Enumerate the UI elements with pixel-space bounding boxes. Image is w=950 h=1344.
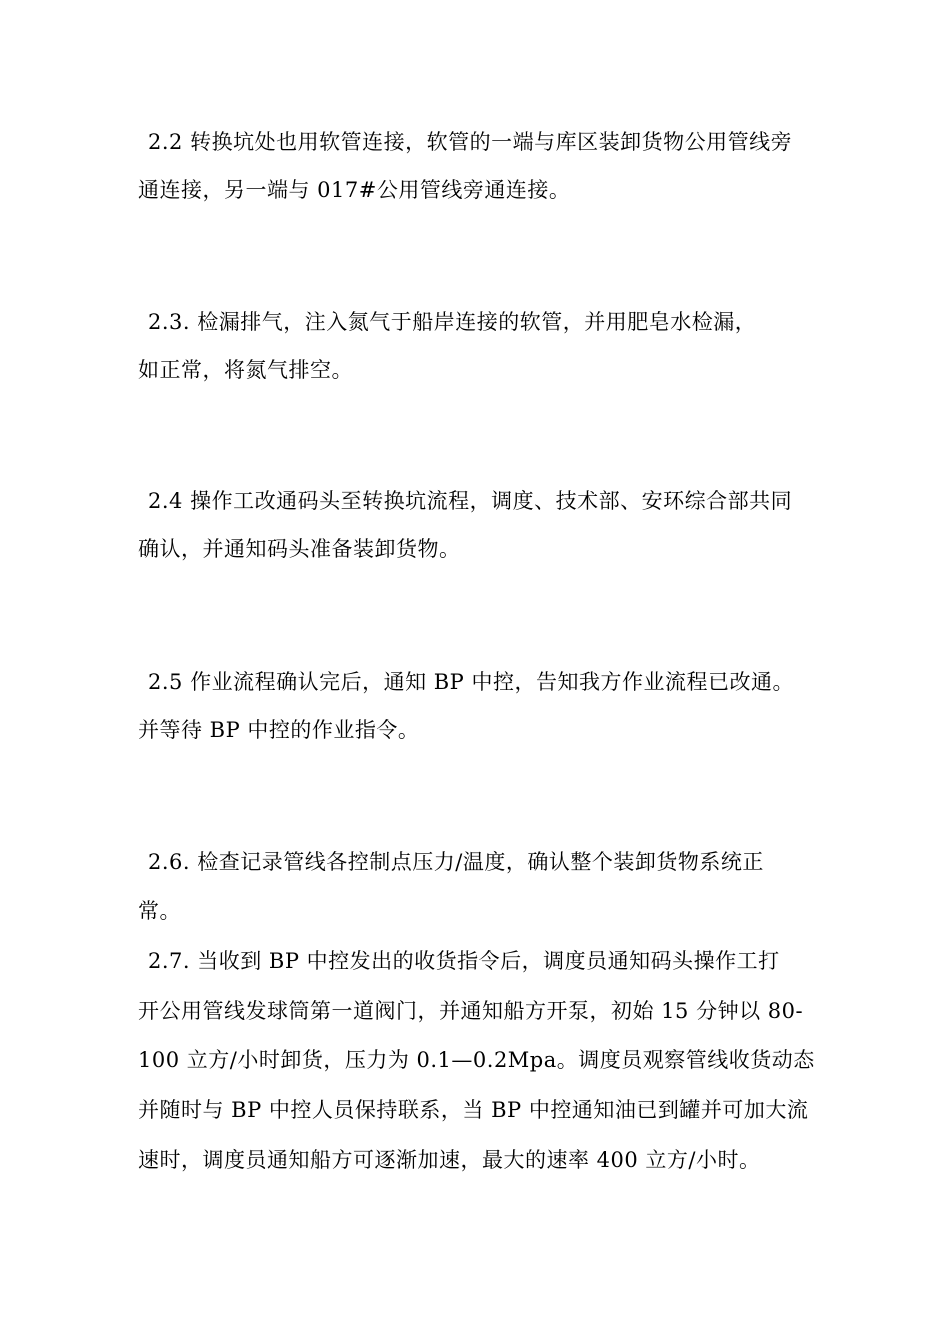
paragraph-2-5-line-2: 并等待 BP 中控的作业指令。	[138, 718, 420, 742]
paragraph-2-7-line-5: 速时，调度员通知船方可逐渐加速，最大的速率 400 立方/小时。	[138, 1148, 761, 1172]
paragraph-2-3-line-1: 2.3. 检漏排气，注入氮气于船岸连接的软管，并用肥皂水检漏，	[148, 310, 757, 334]
paragraph-2-5-line-1: 2.5 作业流程确认完后，通知 BP 中控，告知我方作业流程已改通。	[148, 670, 794, 694]
paragraph-2-7-line-1: 2.7. 当收到 BP 中控发出的收货指令后，调度员通知码头操作工打	[148, 949, 780, 973]
paragraph-2-4-line-2: 确认，并通知码头准备装卸货物。	[138, 537, 461, 561]
paragraph-2-2-line-2: 通连接，另一端与 017#公用管线旁通连接。	[138, 178, 571, 202]
paragraph-2-7-line-3: 100 立方/小时卸货，压力为 0.1—0.2Mpa。调度员观察管线收货动态	[138, 1048, 815, 1072]
paragraph-2-4-line-1: 2.4 操作工改通码头至转换坑流程，调度、技术部、安环综合部共同	[148, 489, 793, 513]
paragraph-2-7-line-4: 并随时与 BP 中控人员保持联系，当 BP 中控通知油已到罐并可加大流	[138, 1098, 809, 1122]
paragraph-2-3-line-2: 如正常，将氮气排空。	[138, 358, 353, 382]
paragraph-2-7-line-2: 开公用管线发球筒第一道阀门，并通知船方开泵，初始 15 分钟以 80-	[138, 999, 804, 1023]
paragraph-2-6-line-1: 2.6. 检查记录管线各控制点压力/温度，确认整个装卸货物系统正	[148, 850, 764, 874]
paragraph-2-2-line-1: 2.2 转换坑处也用软管连接，软管的一端与库区装卸货物公用管线旁	[148, 130, 793, 154]
paragraph-2-6-line-2: 常。	[138, 899, 181, 923]
